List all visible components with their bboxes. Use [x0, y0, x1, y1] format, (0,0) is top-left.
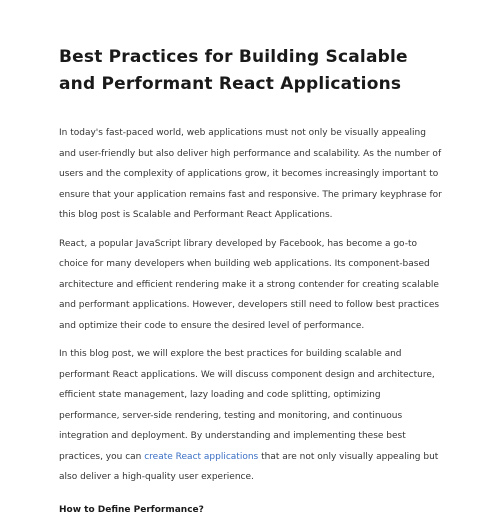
outline-text-after-link: that are not only visually appealing but also deliver a high-quality user experience.: [59, 451, 439, 482]
section-heading-define-performance: How to Define Performance?: [59, 504, 204, 515]
react-overview-paragraph: React, a popular JavaScript library developed by Facebook, has become a go-to choice for many developers when building web applications. Its component-based architecture and efficient rendering make it a strong contender for creating scalable and performant applications. However, developers still need to follow best practices and optimize their code to ensure the desired level of performance.: [59, 238, 440, 331]
article-title: Best Practices for Building Scalable and Performant React Applications: [59, 47, 408, 94]
create-react-applications-link[interactable]: create React applications: [144, 451, 259, 462]
blog-outline-paragraph: [59, 344, 443, 488]
blog-article: [59, 44, 443, 517]
intro-paragraph: In today's fast-paced world, web applications must not only be visually appealing and user-friendly but also deliver high performance and scalability. As the number of users and the complexity of applications grow, it becomes increasingly important to ensure that your application remains fast and responsive. The primary keyphrase for this blog post is Scalable and Performant React Applications.: [59, 128, 442, 220]
outline-text-before-link: In this blog post, we will explore the best practices for building scalable and performant React applications. We will discuss component design and architecture, efficient state management, lazy loading and code splitting, optimizing performance, server-side rendering, testing and monitoring, and continuous integration and deployment. By understanding and implementing these best practices, you can: [59, 349, 435, 462]
